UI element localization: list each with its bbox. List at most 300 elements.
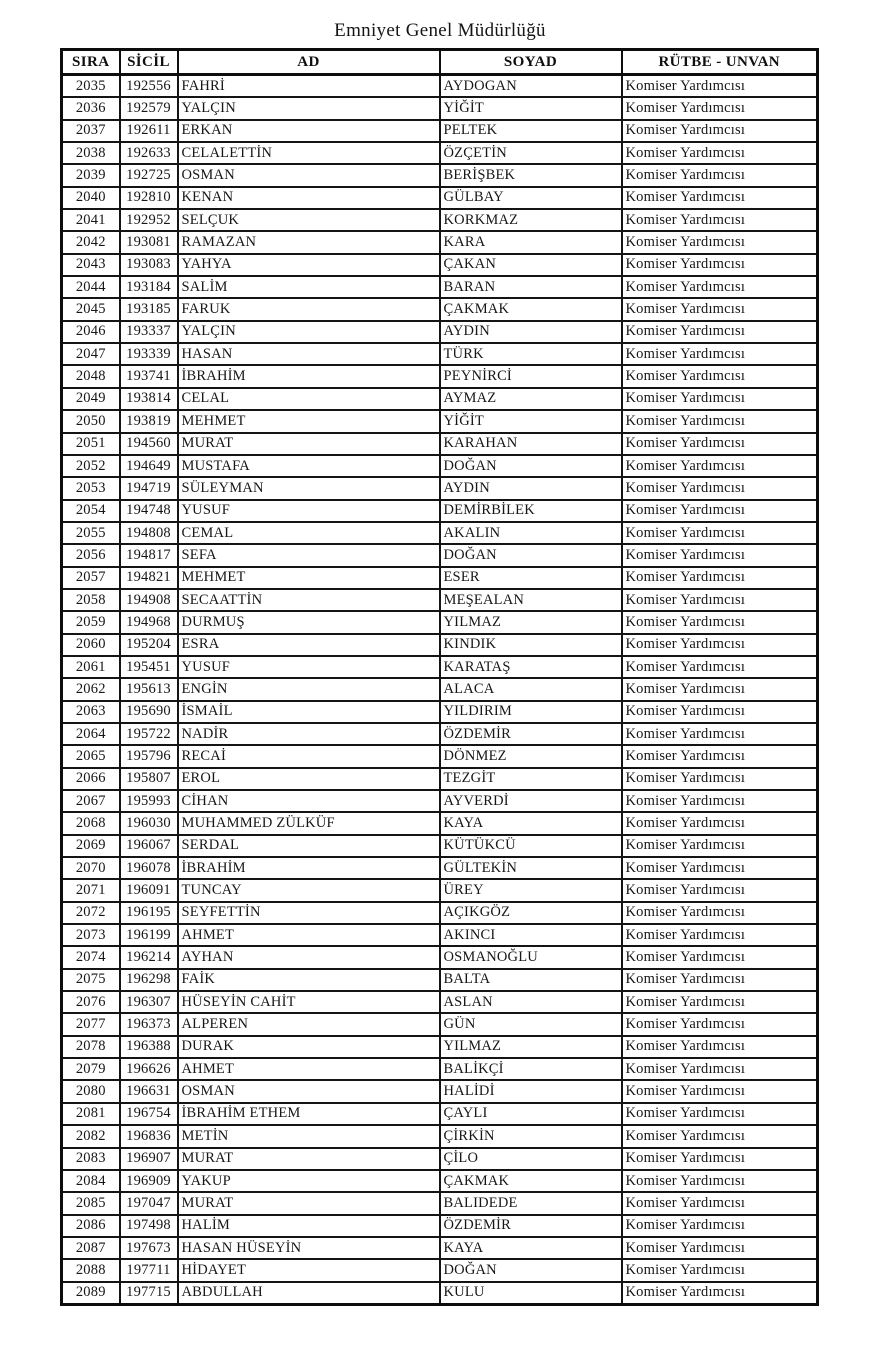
- cell-soyad: MEŞEALAN: [440, 589, 622, 611]
- cell-rutbe: Komiser Yardımcısı: [622, 790, 818, 812]
- cell-sicil: 197047: [120, 1192, 178, 1214]
- cell-sira: 2073: [62, 924, 120, 946]
- cell-ad: MUHAMMED ZÜLKÜF: [178, 812, 440, 834]
- cell-soyad: ÇİRKİN: [440, 1125, 622, 1147]
- cell-soyad: TÜRK: [440, 343, 622, 365]
- cell-sira: 2035: [62, 75, 120, 98]
- table-row: [62, 835, 818, 857]
- cell-sicil: 194748: [120, 500, 178, 522]
- cell-ad: YALÇIN: [178, 321, 440, 343]
- cell-soyad: KAYA: [440, 1237, 622, 1259]
- cell-rutbe: Komiser Yardımcısı: [622, 433, 818, 455]
- cell-sicil: 196195: [120, 902, 178, 924]
- cell-sicil: 195690: [120, 701, 178, 723]
- cell-soyad: ÜREY: [440, 879, 622, 901]
- cell-sicil: 195722: [120, 723, 178, 745]
- cell-rutbe: Komiser Yardımcısı: [622, 991, 818, 1013]
- table-row: [62, 365, 818, 387]
- cell-rutbe: Komiser Yardımcısı: [622, 120, 818, 142]
- cell-sicil: 196909: [120, 1170, 178, 1192]
- cell-ad: SÜLEYMAN: [178, 477, 440, 499]
- cell-sicil: 196373: [120, 1013, 178, 1035]
- cell-ad: CİHAN: [178, 790, 440, 812]
- cell-sira: 2043: [62, 254, 120, 276]
- cell-sira: 2054: [62, 500, 120, 522]
- cell-sicil: 196836: [120, 1125, 178, 1147]
- cell-soyad: DOĞAN: [440, 1259, 622, 1281]
- cell-sira: 2057: [62, 567, 120, 589]
- table-row: [62, 1215, 818, 1237]
- cell-rutbe: Komiser Yardımcısı: [622, 634, 818, 656]
- cell-ad: KENAN: [178, 187, 440, 209]
- cell-ad: RECAİ: [178, 745, 440, 767]
- cell-sicil: 196626: [120, 1058, 178, 1080]
- cell-sira: 2048: [62, 365, 120, 387]
- cell-rutbe: Komiser Yardımcısı: [622, 500, 818, 522]
- cell-ad: TUNCAY: [178, 879, 440, 901]
- personnel-table: [60, 48, 819, 1306]
- table-row: [62, 1125, 818, 1147]
- table-row: [62, 142, 818, 164]
- cell-soyad: ÖZDEMİR: [440, 1215, 622, 1237]
- cell-sicil: 196091: [120, 879, 178, 901]
- table-row: [62, 410, 818, 432]
- cell-sira: 2084: [62, 1170, 120, 1192]
- cell-rutbe: Komiser Yardımcısı: [622, 924, 818, 946]
- cell-rutbe: Komiser Yardımcısı: [622, 745, 818, 767]
- cell-ad: İSMAİL: [178, 701, 440, 723]
- table-row: [62, 857, 818, 879]
- cell-sicil: 193741: [120, 365, 178, 387]
- cell-sicil: 195613: [120, 678, 178, 700]
- table-row: [62, 544, 818, 566]
- cell-rutbe: Komiser Yardımcısı: [622, 1192, 818, 1214]
- cell-rutbe: Komiser Yardımcısı: [622, 1259, 818, 1281]
- cell-ad: İBRAHİM: [178, 857, 440, 879]
- cell-soyad: KARA: [440, 231, 622, 253]
- cell-rutbe: Komiser Yardımcısı: [622, 388, 818, 410]
- cell-sira: 2040: [62, 187, 120, 209]
- cell-sira: 2086: [62, 1215, 120, 1237]
- cell-sira: 2038: [62, 142, 120, 164]
- cell-sicil: 196388: [120, 1036, 178, 1058]
- cell-sicil: 192556: [120, 75, 178, 98]
- cell-sira: 2072: [62, 902, 120, 924]
- cell-sira: 2062: [62, 678, 120, 700]
- table-body: [62, 75, 818, 1305]
- cell-rutbe: Komiser Yardımcısı: [622, 1080, 818, 1102]
- cell-ad: MURAT: [178, 433, 440, 455]
- table-row: [62, 768, 818, 790]
- cell-soyad: DÖNMEZ: [440, 745, 622, 767]
- cell-soyad: BARAN: [440, 276, 622, 298]
- column-header-rutbe: RÜTBE - UNVAN: [622, 50, 818, 75]
- cell-soyad: BERİŞBEK: [440, 164, 622, 186]
- cell-ad: RAMAZAN: [178, 231, 440, 253]
- cell-sira: 2045: [62, 298, 120, 320]
- cell-ad: İBRAHİM: [178, 365, 440, 387]
- cell-soyad: GÜLTEKİN: [440, 857, 622, 879]
- table-row: [62, 187, 818, 209]
- table-row: [62, 120, 818, 142]
- table-row: [62, 164, 818, 186]
- cell-sira: 2047: [62, 343, 120, 365]
- cell-ad: FARUK: [178, 298, 440, 320]
- cell-ad: HALİM: [178, 1215, 440, 1237]
- cell-rutbe: Komiser Yardımcısı: [622, 254, 818, 276]
- table-row: [62, 745, 818, 767]
- cell-sicil: 194649: [120, 455, 178, 477]
- cell-soyad: ÖZDEMİR: [440, 723, 622, 745]
- cell-soyad: ÇAKAN: [440, 254, 622, 276]
- cell-soyad: KARAHAN: [440, 433, 622, 455]
- cell-ad: HASAN HÜSEYİN: [178, 1237, 440, 1259]
- table-row: [62, 678, 818, 700]
- cell-soyad: OSMANOĞLU: [440, 946, 622, 968]
- table-row: [62, 455, 818, 477]
- cell-sira: 2050: [62, 410, 120, 432]
- table-row: [62, 75, 818, 98]
- cell-ad: OSMAN: [178, 164, 440, 186]
- cell-sira: 2085: [62, 1192, 120, 1214]
- cell-sicil: 195796: [120, 745, 178, 767]
- cell-ad: AHMET: [178, 1058, 440, 1080]
- cell-sicil: 193081: [120, 231, 178, 253]
- cell-ad: NADİR: [178, 723, 440, 745]
- cell-ad: FAİK: [178, 969, 440, 991]
- cell-soyad: YILDIRIM: [440, 701, 622, 723]
- cell-sicil: 192579: [120, 97, 178, 119]
- cell-ad: HÜSEYİN CAHİT: [178, 991, 440, 1013]
- cell-sicil: 196214: [120, 946, 178, 968]
- cell-soyad: ALACA: [440, 678, 622, 700]
- cell-soyad: ÇAKMAK: [440, 298, 622, 320]
- cell-rutbe: Komiser Yardımcısı: [622, 768, 818, 790]
- cell-sicil: 196199: [120, 924, 178, 946]
- cell-rutbe: Komiser Yardımcısı: [622, 589, 818, 611]
- cell-sicil: 194968: [120, 611, 178, 633]
- cell-sira: 2061: [62, 656, 120, 678]
- table-row: [62, 321, 818, 343]
- cell-soyad: GÜLBAY: [440, 187, 622, 209]
- cell-sicil: 194719: [120, 477, 178, 499]
- cell-sicil: 196298: [120, 969, 178, 991]
- cell-rutbe: Komiser Yardımcısı: [622, 522, 818, 544]
- cell-sira: 2049: [62, 388, 120, 410]
- cell-rutbe: Komiser Yardımcısı: [622, 455, 818, 477]
- cell-sicil: 192810: [120, 187, 178, 209]
- cell-soyad: PELTEK: [440, 120, 622, 142]
- cell-sicil: 192952: [120, 209, 178, 231]
- cell-sicil: 193185: [120, 298, 178, 320]
- cell-soyad: ÖZÇETİN: [440, 142, 622, 164]
- table-row: [62, 1259, 818, 1281]
- cell-ad: ABDULLAH: [178, 1282, 440, 1305]
- cell-sicil: 192611: [120, 120, 178, 142]
- cell-rutbe: Komiser Yardımcısı: [622, 857, 818, 879]
- cell-soyad: TEZGİT: [440, 768, 622, 790]
- table-row: [62, 433, 818, 455]
- cell-soyad: DOĞAN: [440, 544, 622, 566]
- cell-rutbe: Komiser Yardımcısı: [622, 365, 818, 387]
- cell-sicil: 193337: [120, 321, 178, 343]
- cell-sira: 2059: [62, 611, 120, 633]
- cell-sira: 2070: [62, 857, 120, 879]
- table-row: [62, 254, 818, 276]
- cell-soyad: YİĞİT: [440, 410, 622, 432]
- cell-rutbe: Komiser Yardımcısı: [622, 946, 818, 968]
- table-row: [62, 276, 818, 298]
- cell-soyad: ÇAKMAK: [440, 1170, 622, 1192]
- cell-rutbe: Komiser Yardımcısı: [622, 164, 818, 186]
- cell-rutbe: Komiser Yardımcısı: [622, 902, 818, 924]
- cell-soyad: DOĞAN: [440, 455, 622, 477]
- table-row: [62, 969, 818, 991]
- cell-sira: 2058: [62, 589, 120, 611]
- cell-rutbe: Komiser Yardımcısı: [622, 656, 818, 678]
- column-header-soyad: SOYAD: [440, 50, 622, 75]
- cell-rutbe: Komiser Yardımcısı: [622, 701, 818, 723]
- cell-sicil: 196078: [120, 857, 178, 879]
- cell-ad: ALPEREN: [178, 1013, 440, 1035]
- cell-rutbe: Komiser Yardımcısı: [622, 879, 818, 901]
- cell-soyad: AYVERDİ: [440, 790, 622, 812]
- table-row: [62, 879, 818, 901]
- cell-sira: 2051: [62, 433, 120, 455]
- cell-rutbe: Komiser Yardımcısı: [622, 1282, 818, 1305]
- cell-rutbe: Komiser Yardımcısı: [622, 1103, 818, 1125]
- cell-ad: YUSUF: [178, 500, 440, 522]
- cell-rutbe: Komiser Yardımcısı: [622, 209, 818, 231]
- cell-sira: 2046: [62, 321, 120, 343]
- cell-ad: YAKUP: [178, 1170, 440, 1192]
- cell-soyad: AKINCI: [440, 924, 622, 946]
- cell-soyad: AYMAZ: [440, 388, 622, 410]
- cell-ad: HİDAYET: [178, 1259, 440, 1281]
- cell-rutbe: Komiser Yardımcısı: [622, 1125, 818, 1147]
- cell-sira: 2069: [62, 835, 120, 857]
- cell-ad: HASAN: [178, 343, 440, 365]
- cell-rutbe: Komiser Yardımcısı: [622, 1148, 818, 1170]
- cell-ad: İBRAHİM ETHEM: [178, 1103, 440, 1125]
- cell-soyad: ÇİLO: [440, 1148, 622, 1170]
- cell-ad: YAHYA: [178, 254, 440, 276]
- cell-ad: OSMAN: [178, 1080, 440, 1102]
- cell-soyad: KÜTÜKCÜ: [440, 835, 622, 857]
- table-row: [62, 209, 818, 231]
- cell-soyad: YILMAZ: [440, 1036, 622, 1058]
- cell-ad: MURAT: [178, 1148, 440, 1170]
- table-row: [62, 343, 818, 365]
- cell-sicil: 193819: [120, 410, 178, 432]
- cell-rutbe: Komiser Yardımcısı: [622, 567, 818, 589]
- cell-rutbe: Komiser Yardımcısı: [622, 477, 818, 499]
- cell-sira: 2089: [62, 1282, 120, 1305]
- cell-sicil: 195993: [120, 790, 178, 812]
- cell-ad: AHMET: [178, 924, 440, 946]
- table-row: [62, 611, 818, 633]
- table-row: [62, 589, 818, 611]
- cell-soyad: AÇIKGÖZ: [440, 902, 622, 924]
- cell-soyad: KULU: [440, 1282, 622, 1305]
- cell-soyad: GÜN: [440, 1013, 622, 1035]
- table-row: [62, 701, 818, 723]
- cell-sira: 2055: [62, 522, 120, 544]
- cell-rutbe: Komiser Yardımcısı: [622, 410, 818, 432]
- cell-sicil: 196631: [120, 1080, 178, 1102]
- table-row: [62, 1058, 818, 1080]
- cell-sira: 2052: [62, 455, 120, 477]
- cell-ad: YALÇIN: [178, 97, 440, 119]
- cell-soyad: PEYNİRCİ: [440, 365, 622, 387]
- cell-ad: MURAT: [178, 1192, 440, 1214]
- cell-sira: 2074: [62, 946, 120, 968]
- cell-sira: 2065: [62, 745, 120, 767]
- cell-sira: 2041: [62, 209, 120, 231]
- column-header-sicil: SİCİL: [120, 50, 178, 75]
- cell-sira: 2036: [62, 97, 120, 119]
- table-row: [62, 1170, 818, 1192]
- cell-sira: 2066: [62, 768, 120, 790]
- cell-rutbe: Komiser Yardımcısı: [622, 1170, 818, 1192]
- column-header-ad: AD: [178, 50, 440, 75]
- cell-ad: FAHRİ: [178, 75, 440, 98]
- table-row: [62, 991, 818, 1013]
- cell-rutbe: Komiser Yardımcısı: [622, 231, 818, 253]
- cell-rutbe: Komiser Yardımcısı: [622, 1013, 818, 1035]
- cell-ad: MEHMET: [178, 567, 440, 589]
- cell-rutbe: Komiser Yardımcısı: [622, 97, 818, 119]
- cell-rutbe: Komiser Yardımcısı: [622, 1215, 818, 1237]
- cell-sicil: 196030: [120, 812, 178, 834]
- cell-soyad: AKALIN: [440, 522, 622, 544]
- cell-rutbe: Komiser Yardımcısı: [622, 1036, 818, 1058]
- cell-ad: SEYFETTİN: [178, 902, 440, 924]
- cell-sicil: 194560: [120, 433, 178, 455]
- table-row: [62, 522, 818, 544]
- cell-soyad: DEMİRBİLEK: [440, 500, 622, 522]
- column-header-sira: SIRA: [62, 50, 120, 75]
- cell-ad: ERKAN: [178, 120, 440, 142]
- cell-ad: DURMUŞ: [178, 611, 440, 633]
- cell-rutbe: Komiser Yardımcısı: [622, 544, 818, 566]
- cell-sira: 2053: [62, 477, 120, 499]
- cell-rutbe: Komiser Yardımcısı: [622, 969, 818, 991]
- cell-rutbe: Komiser Yardımcısı: [622, 343, 818, 365]
- cell-soyad: KORKMAZ: [440, 209, 622, 231]
- cell-sira: 2087: [62, 1237, 120, 1259]
- cell-rutbe: Komiser Yardımcısı: [622, 723, 818, 745]
- cell-sira: 2042: [62, 231, 120, 253]
- cell-ad: DURAK: [178, 1036, 440, 1058]
- cell-ad: ENGİN: [178, 678, 440, 700]
- cell-sicil: 194817: [120, 544, 178, 566]
- table-row: [62, 477, 818, 499]
- cell-rutbe: Komiser Yardımcısı: [622, 835, 818, 857]
- cell-ad: MUSTAFA: [178, 455, 440, 477]
- table-row: [62, 97, 818, 119]
- cell-ad: SECAATTİN: [178, 589, 440, 611]
- cell-sira: 2079: [62, 1058, 120, 1080]
- cell-sicil: 197715: [120, 1282, 178, 1305]
- cell-sira: 2081: [62, 1103, 120, 1125]
- cell-sicil: 194821: [120, 567, 178, 589]
- cell-soyad: BALTA: [440, 969, 622, 991]
- table-row: [62, 1013, 818, 1035]
- cell-sira: 2067: [62, 790, 120, 812]
- cell-soyad: YİĞİT: [440, 97, 622, 119]
- table-row: [62, 567, 818, 589]
- cell-sira: 2039: [62, 164, 120, 186]
- cell-sira: 2064: [62, 723, 120, 745]
- cell-soyad: KARATAŞ: [440, 656, 622, 678]
- cell-sira: 2056: [62, 544, 120, 566]
- cell-sira: 2071: [62, 879, 120, 901]
- cell-sira: 2075: [62, 969, 120, 991]
- table-row: [62, 1148, 818, 1170]
- table-row: [62, 298, 818, 320]
- cell-rutbe: Komiser Yardımcısı: [622, 1058, 818, 1080]
- table-row: [62, 634, 818, 656]
- cell-sira: 2060: [62, 634, 120, 656]
- cell-sira: 2078: [62, 1036, 120, 1058]
- cell-sicil: 196067: [120, 835, 178, 857]
- cell-sicil: 195204: [120, 634, 178, 656]
- cell-ad: ESRA: [178, 634, 440, 656]
- cell-ad: EROL: [178, 768, 440, 790]
- cell-sicil: 194808: [120, 522, 178, 544]
- cell-soyad: YILMAZ: [440, 611, 622, 633]
- cell-sira: 2068: [62, 812, 120, 834]
- cell-rutbe: Komiser Yardımcısı: [622, 678, 818, 700]
- cell-ad: CELAL: [178, 388, 440, 410]
- cell-soyad: AYDIN: [440, 477, 622, 499]
- table-row: [62, 723, 818, 745]
- table-row: [62, 1192, 818, 1214]
- table-row: [62, 946, 818, 968]
- table-row: [62, 1103, 818, 1125]
- cell-sira: 2083: [62, 1148, 120, 1170]
- cell-ad: MEHMET: [178, 410, 440, 432]
- table-row: [62, 924, 818, 946]
- cell-sicil: 197673: [120, 1237, 178, 1259]
- cell-soyad: KAYA: [440, 812, 622, 834]
- document-title: Emniyet Genel Müdürlüğü: [334, 20, 546, 41]
- cell-ad: CEMAL: [178, 522, 440, 544]
- cell-sira: 2088: [62, 1259, 120, 1281]
- cell-soyad: ESER: [440, 567, 622, 589]
- table-row: [62, 231, 818, 253]
- cell-sicil: 196307: [120, 991, 178, 1013]
- cell-sicil: 193184: [120, 276, 178, 298]
- table-row: [62, 902, 818, 924]
- table-row: [62, 812, 818, 834]
- cell-soyad: ÇAYLI: [440, 1103, 622, 1125]
- cell-ad: AYHAN: [178, 946, 440, 968]
- table-row: [62, 388, 818, 410]
- cell-sicil: 197498: [120, 1215, 178, 1237]
- cell-soyad: KINDIK: [440, 634, 622, 656]
- cell-sicil: 192633: [120, 142, 178, 164]
- cell-soyad: AYDIN: [440, 321, 622, 343]
- cell-soyad: ASLAN: [440, 991, 622, 1013]
- cell-rutbe: Komiser Yardımcısı: [622, 321, 818, 343]
- table-header-row: [62, 50, 818, 75]
- cell-sicil: 192725: [120, 164, 178, 186]
- cell-ad: SALİM: [178, 276, 440, 298]
- cell-rutbe: Komiser Yardımcısı: [622, 611, 818, 633]
- cell-sira: 2044: [62, 276, 120, 298]
